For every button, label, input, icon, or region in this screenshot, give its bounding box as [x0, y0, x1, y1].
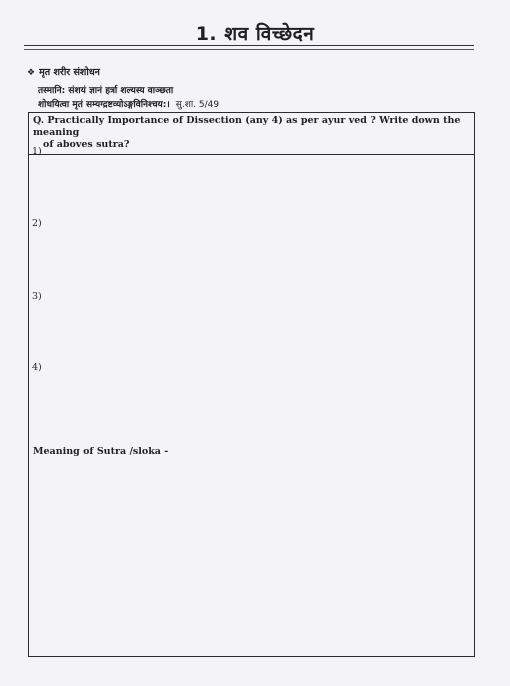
answer-number-4: 4) [32, 362, 42, 373]
title-divider-top [24, 45, 474, 46]
section-heading [27, 65, 100, 78]
answer-number-2: 2) [32, 218, 42, 229]
diamond-bullet-icon: ❖ [27, 68, 36, 78]
meaning-label: Meaning of Sutra /sloka - [33, 446, 169, 457]
answer-box [28, 112, 475, 657]
answer-number-3: 3) [32, 291, 42, 302]
title-divider-bottom [24, 49, 474, 50]
verse-line-1: तस्मानि: संशयं ज्ञानं हर्त्रा शल्यस्य वाञ्छता [38, 86, 174, 96]
question-line-2: of aboves sutra? [43, 139, 130, 150]
verse-line-2 [38, 97, 219, 110]
verse-line-2-text: शोधयित्वा मृतं सम्यग्द्रष्टव्योऽङ्गविनिश्चय:। [38, 100, 170, 110]
answer-number-1: 1) [32, 146, 42, 157]
page-title: 1. शव विच्छेदन [195, 23, 315, 45]
section-heading-text: मृत शरीर संशोधन [39, 67, 100, 78]
question-header [29, 113, 474, 155]
verse-reference: सु.शा. 5/49 [175, 100, 220, 110]
question-line-1: Q. Practically Importance of Dissection (any 4) as per ayur ved ? Write down the meaning [33, 115, 461, 138]
